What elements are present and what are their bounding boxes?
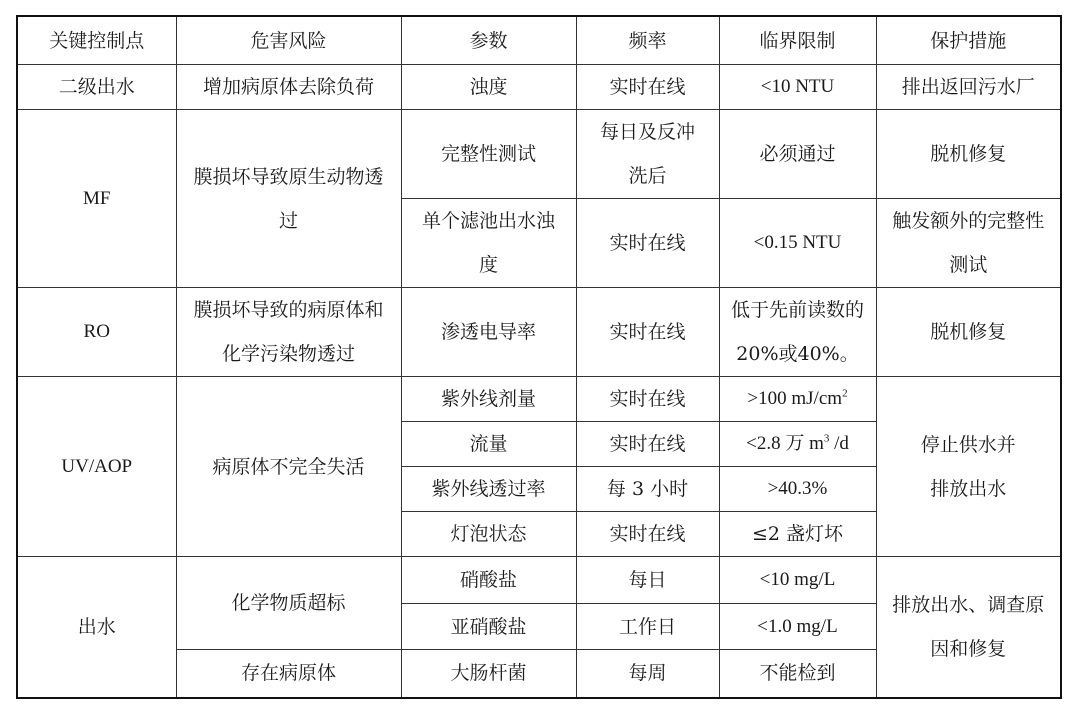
table-row [17,65,1061,110]
protective-action-cell: 停止供水并排放出水 [876,377,1061,557]
ccp-cell: 出水 [17,557,176,698]
frequency-cell: 工作日 [576,604,719,650]
parameter-cell: 渗透电导率 [401,288,576,377]
critical-limit-cell: ≤2 盏灯坏 [719,512,876,557]
parameter-cell: 亚硝酸盐 [401,604,576,650]
parameter-cell: 紫外线剂量 [401,377,576,422]
parameter-cell: 硝酸盐 [401,557,576,604]
table-row [17,110,1061,199]
header-cell-critical-limit: 临界限制 [719,16,876,65]
ccp-cell: RO [17,288,176,377]
frequency-cell: 实时在线 [576,65,719,110]
hazard-cell: 存在病原体 [176,650,401,698]
limit-value: <2.8 万 m [746,433,824,454]
ccp-cell: 二级出水 [17,65,176,110]
frequency-cell: 每日 [576,557,719,604]
critical-limit-cell: 必须通过 [719,110,876,199]
critical-limit-cell: <10 mg/L [719,557,876,604]
frequency-cell: 实时在线 [576,422,719,467]
header-cell-hazard: 危害风险 [176,16,401,65]
table-row [17,377,1061,422]
critical-limit-cell: <1.0 mg/L [719,604,876,650]
protective-action-cell: 脱机修复 [876,288,1061,377]
hazard-cell: 增加病原体去除负荷 [176,65,401,110]
header-cell-protective-action: 保护措施 [876,16,1061,65]
parameter-cell: 浊度 [401,65,576,110]
header-cell-frequency: 频率 [576,16,719,65]
frequency-cell: 实时在线 [576,199,719,288]
parameter-cell: 紫外线透过率 [401,467,576,512]
critical-limit-cell [719,422,876,467]
critical-limit-cell: 不能检到 [719,650,876,698]
parameter-cell: 大肠杆菌 [401,650,576,698]
critical-limit-cell: 低于先前读数的20%或40%。 [719,288,876,377]
parameter-cell: 单个滤池出水浊度 [401,199,576,288]
frequency-cell: 每日及反冲洗后 [576,110,719,199]
limit-unit: /d [829,433,849,454]
table-row [17,288,1061,377]
protective-action-cell: 排放出水、调查原因和修复 [876,557,1061,698]
limit-value: >100 mJ/cm [747,388,843,409]
limit-superscript: 3 [823,432,830,445]
frequency-cell: 每周 [576,650,719,698]
frequency-cell: 实时在线 [576,288,719,377]
frequency-cell: 每 3 小时 [576,467,719,512]
hazard-cell: 化学物质超标 [176,557,401,650]
hazard-cell: 病原体不完全失活 [176,377,401,557]
critical-limit-cell: <10 NTU [719,65,876,110]
parameter-cell: 完整性测试 [401,110,576,199]
ccp-table [16,15,1062,699]
protective-action-cell: 触发额外的完整性测试 [876,199,1061,288]
limit-superscript: 2 [842,387,848,400]
table-row [17,557,1061,604]
frequency-cell: 实时在线 [576,377,719,422]
table-header-row [17,16,1061,65]
protective-action-cell: 排出返回污水厂 [876,65,1061,110]
header-cell-ccp: 关键控制点 [17,16,176,65]
parameter-cell: 灯泡状态 [401,512,576,557]
ccp-cell: MF [17,110,176,288]
parameter-cell: 流量 [401,422,576,467]
critical-limit-cell: <0.15 NTU [719,199,876,288]
protective-action-cell: 脱机修复 [876,110,1061,199]
critical-limit-cell: >40.3% [719,467,876,512]
frequency-cell: 实时在线 [576,512,719,557]
header-cell-parameter: 参数 [401,16,576,65]
ccp-cell: UV/AOP [17,377,176,557]
hazard-cell: 膜损坏导致原生动物透过 [176,110,401,288]
hazard-cell: 膜损坏导致的病原体和化学污染物透过 [176,288,401,377]
critical-limit-cell [719,377,876,422]
